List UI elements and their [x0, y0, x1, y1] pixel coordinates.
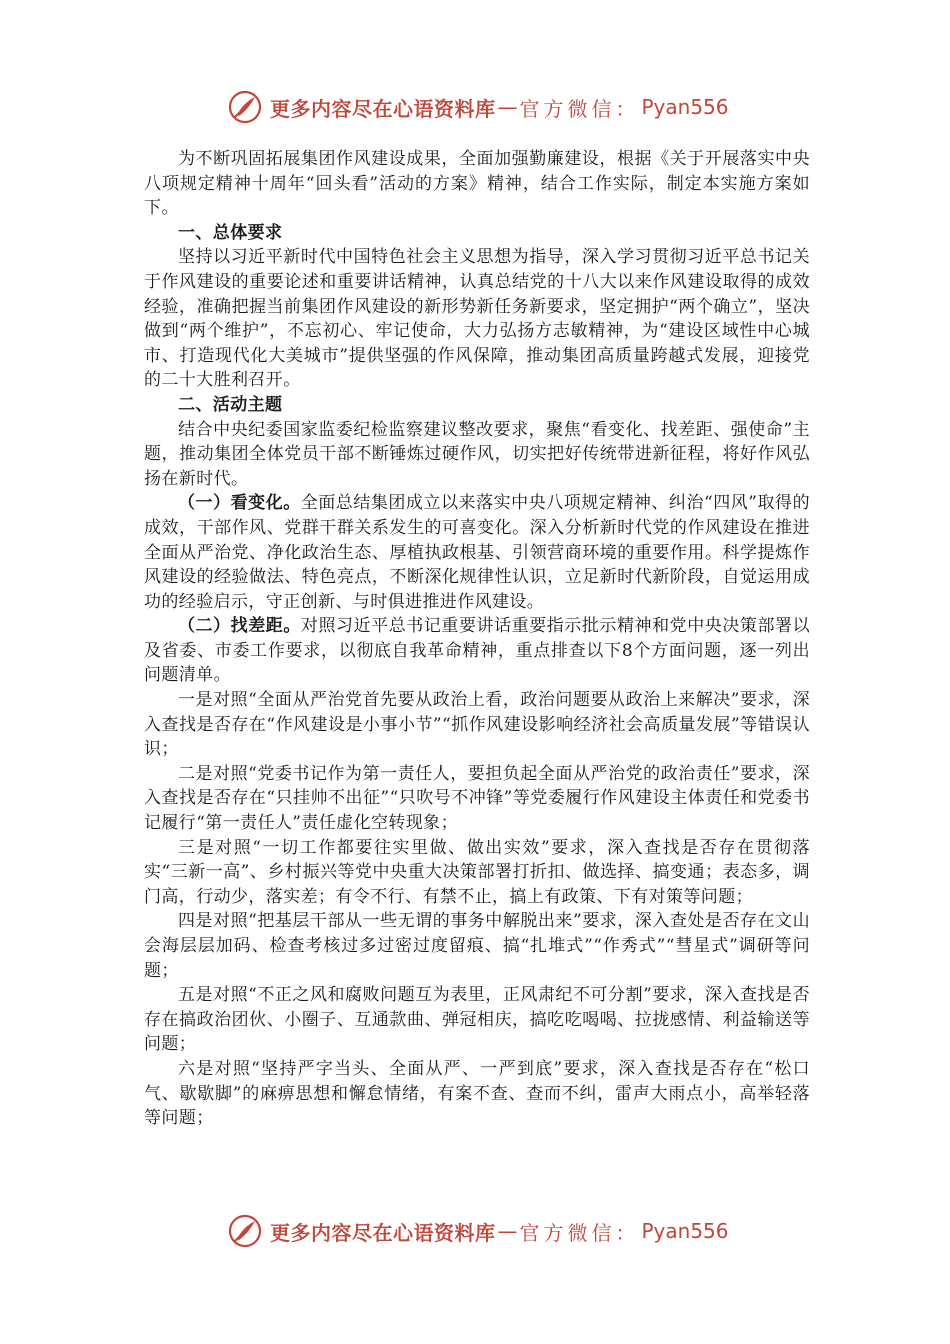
banner-text: 更多内容尽在心语资料库 [270, 1220, 496, 1245]
list-item-4: 四是对照“把基层干部从一些无谓的事务中解脱出来”要求，深入查处是否存在文山会海层层加码、检查考核过多过密过度留痕、搞“扎堆式”“作秀式”“彗星式”调研等问题； [144, 911, 810, 981]
subheading-find-gaps: （二）找差距。 [178, 616, 301, 637]
paragraph-general-requirements: 坚持以习近平新时代中国特色社会主义思想为指导，深入学习贯彻习近平总书记关于作风建设的重要论述和重要讲话精神，认真总结党的十八大以来作风建设取得的成效经验，准确把握当前集团作风建设的新形势新任务新要求，坚定拥护“两个确立”，坚决做到“两个维护”，不忘初心、牢记使命，大力弘扬方志敏精神，为“建设区域性中心城市、打造现代化大美城市”提供坚强的作风保障，推动集团高质量跨越式发展，迎接党的二十大胜利召开。 [144, 247, 810, 391]
quill-logo-icon [228, 90, 262, 124]
banner-wechat-id: Pyan556 [641, 1219, 729, 1243]
banner-wechat-label: 官方微信： [519, 96, 640, 121]
list-item-2: 二是对照“党委书记作为第一责任人，要担负起全面从严治党的政治责任”要求，深入查找是否存在“只挂帅不出征”“只吹号不冲锋”等党委履行作风建设主体责任和党委书记履行“第一责任人”责任虚化空转现象； [144, 763, 810, 834]
document-body [144, 147, 810, 1131]
list-item-1: 一是对照“全面从严治党首先要从政治上看，政治问题要从政治上来解决”要求，深入查找是否存在“作风建设是小事小节”“抓作风建设影响经济社会高质量发展”等错误认识； [144, 690, 810, 760]
footer-banner [228, 1211, 729, 1251]
subheading-see-changes: （一）看变化。 [178, 493, 301, 514]
paragraph-text: 对照习近平总书记重要讲话重要指示批示精神和党中央决策部署以及省委、市委工作要求，以彻底自我革命精神，重点排查以下8个方面问题，逐一列出问题清单。 [144, 616, 810, 686]
banner-wechat-id: Pyan556 [641, 95, 729, 119]
paragraph-see-changes [144, 491, 810, 614]
paragraph-find-gaps [144, 614, 810, 688]
quill-logo-icon [228, 1214, 262, 1248]
paragraph-intro: 为不断巩固拓展集团作风建设成果，全面加强勤廉建设，根据《关于开展落实中央八项规定精神十周年“回头看”活动的方案》精神，结合工作实际，制定本实施方案如下。 [144, 149, 810, 219]
banner-text: 更多内容尽在心语资料库 [270, 96, 496, 121]
list-item-5: 五是对照“不正之风和腐败问题互为表里，正风肃纪不可分割”要求，深入查找是否存在搞政治团伙、小圈子、互通款曲、弹冠相庆，搞吃吃喝喝、拉拢感情、利益输送等问题； [144, 985, 810, 1055]
section-heading-1: 一、总体要求 [178, 222, 283, 243]
banner-separator: — [497, 95, 518, 119]
paragraph-theme: 结合中央纪委国家监委纪检监察建议整改要求，聚焦“看变化、找差距、强使命”主题，推动集团全体党员干部不断锤炼过硬作风，切实把好传统带进新征程，将好作风弘扬在新时代。 [144, 419, 810, 489]
list-item-6: 六是对照“坚持严字当头、全面从严、一严到底”要求，深入查找是否存在“松口气、歇歇脚”的麻痹思想和懈怠情绪，有案不查、查而不纠，雷声大雨点小，高举轻落等问题； [144, 1058, 810, 1129]
banner-separator: — [497, 1219, 518, 1243]
list-item-3: 三是对照“一切工作都要往实里做、做出实效”要求，深入查找是否存在贯彻落实“三新一高”、乡村振兴等党中央重大决策部署打折扣、做选择、搞变通；表态多，调门高，行动少，落实差；有令不行、有禁不止，搞上有政策、下有对策等问题； [144, 837, 810, 907]
banner-wechat-label: 官方微信： [519, 1220, 640, 1245]
section-heading-2: 二、活动主题 [178, 394, 283, 415]
paragraph-text: 全面总结集团成立以来落实中央八项规定精神、纠治“四风”取得的成效，干部作风、党群干群关系发生的可喜变化。深入分析新时代党的作风建设在推进全面从严治党、净化政治生态、厚植执政根基、引领营商环境的重要作用。科学提炼作风建设的经验做法、特色亮点，不断深化规律性认识，立足新时代新阶段，自觉运用成功的经验启示，守正创新、与时俱进推进作风建设。 [144, 493, 810, 612]
header-banner [228, 87, 729, 127]
